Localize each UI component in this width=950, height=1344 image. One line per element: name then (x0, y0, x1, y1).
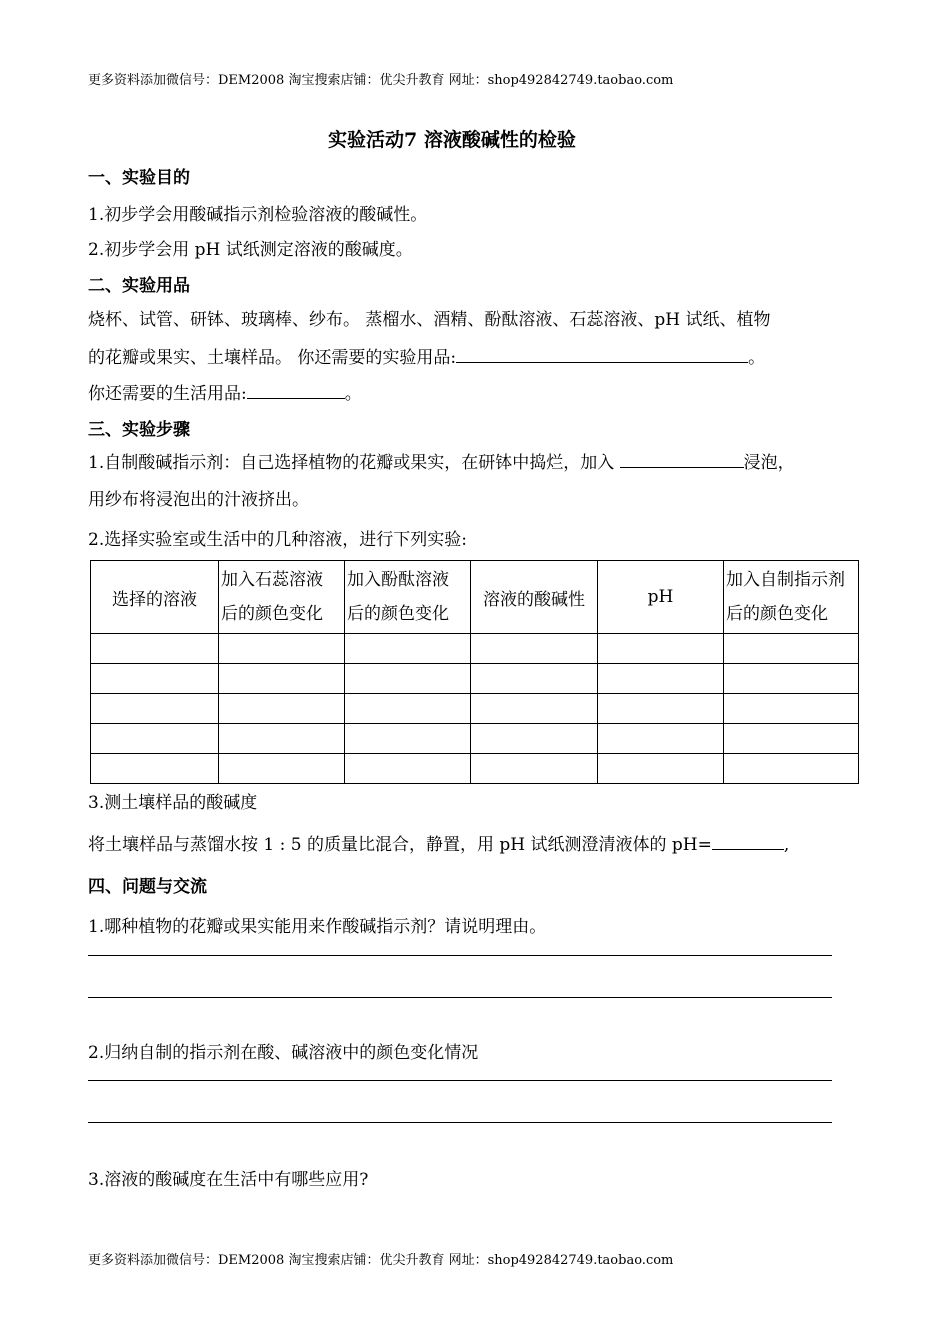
materials-line-2-text: 的花瓣或果实、土壤样品。 你还需要的实验用品: (88, 348, 457, 368)
section-heading-purpose: 一、实验目的 (88, 168, 190, 188)
life-items-blank[interactable] (247, 381, 345, 399)
section-heading-discussion: 四、问题与交流 (88, 877, 207, 897)
section-heading-steps: 三、实验步骤 (88, 420, 190, 440)
table-row (91, 694, 859, 724)
question-2: 2.归纳自制的指示剂在酸、碱溶液中的颜色变化情况 (88, 1043, 479, 1063)
question-1: 1.哪种植物的花瓣或果实能用来作酸碱指示剂？请说明理由。 (88, 917, 547, 937)
materials-line-3-end: 。 (344, 384, 362, 404)
page-footer: 更多资料添加微信号：DEM2008 淘宝搜索店铺：优尖升教育 网址：shop492842749.taobao.com (88, 1253, 674, 1268)
step1-line-2: 用纱布将浸泡出的汁液挤出。 (88, 490, 309, 510)
page-header: 更多资料添加微信号：DEM2008 淘宝搜索店铺：优尖升教育 网址：shop492842749.taobao.com (88, 73, 674, 88)
step3-end: , (783, 835, 790, 855)
header-litmus-text: 加入石蕊溶液后的颜色变化 (221, 570, 323, 624)
step1-text-b: 浸泡， (743, 453, 795, 473)
materials-line-1: 烧杯、试管、研钵、玻璃棒、纱布。 蒸榴水、酒精、酚酞溶液、石蕊溶液、pH 试纸、植物 (88, 310, 771, 330)
answer-line-q2-1[interactable] (88, 1080, 832, 1081)
header-custom-indicator-text: 加入自制指示剂后的颜色变化 (726, 570, 845, 624)
header-acidity: 溶液的酸碱性 (471, 561, 598, 634)
soil-ph-blank[interactable] (712, 832, 784, 850)
purpose-item-2: 2.初步学会用 pH 试纸测定溶液的酸碱度。 (88, 240, 413, 260)
table-row (91, 664, 859, 694)
lab-items-blank[interactable] (456, 345, 748, 363)
section-heading-materials: 二、实验用品 (88, 276, 190, 296)
step3-line (88, 830, 789, 855)
results-table (90, 560, 859, 784)
materials-line-2 (88, 343, 765, 368)
step3-heading: 3.测土壤样品的酸碱度 (88, 793, 258, 813)
header-phenolphthalein-text: 加入酚酞溶液后的颜色变化 (347, 570, 449, 624)
header-litmus (219, 561, 345, 634)
answer-line-q1-1[interactable] (88, 955, 832, 956)
header-custom-indicator (724, 561, 859, 634)
step2-text: 2.选择实验室或生活中的几种溶液，进行下列实验: (88, 530, 467, 550)
header-phenolphthalein (345, 561, 471, 634)
step1-line-1 (88, 448, 795, 473)
materials-line-2-end: 。 (748, 348, 766, 368)
table-header-row (91, 561, 859, 634)
header-ph: pH (598, 561, 724, 634)
table-row (91, 754, 859, 784)
purpose-item-1: 1.初步学会用酸碱指示剂检验溶液的酸碱性。 (88, 205, 428, 225)
step1-text-a: 1.自制酸碱指示剂：自己选择植物的花瓣或果实，在研钵中捣烂，加入 (88, 453, 615, 473)
page-title: 实验活动7 溶液酸碱性的检验 (328, 129, 576, 151)
materials-line-3 (88, 379, 362, 404)
answer-line-q2-2[interactable] (88, 1122, 832, 1123)
header-solution: 选择的溶液 (91, 561, 219, 634)
soak-liquid-blank[interactable] (620, 450, 744, 468)
table-row (91, 634, 859, 664)
table-row (91, 724, 859, 754)
step3-text: 将土壤样品与蒸馏水按 1 : 5 的质量比混合，静置，用 pH 试纸测澄清液体的 pH= (88, 835, 712, 855)
question-3: 3.溶液的酸碱度在生活中有哪些应用? (88, 1170, 369, 1190)
materials-line-3-text: 你还需要的生活用品: (88, 384, 247, 404)
answer-line-q1-2[interactable] (88, 997, 832, 998)
